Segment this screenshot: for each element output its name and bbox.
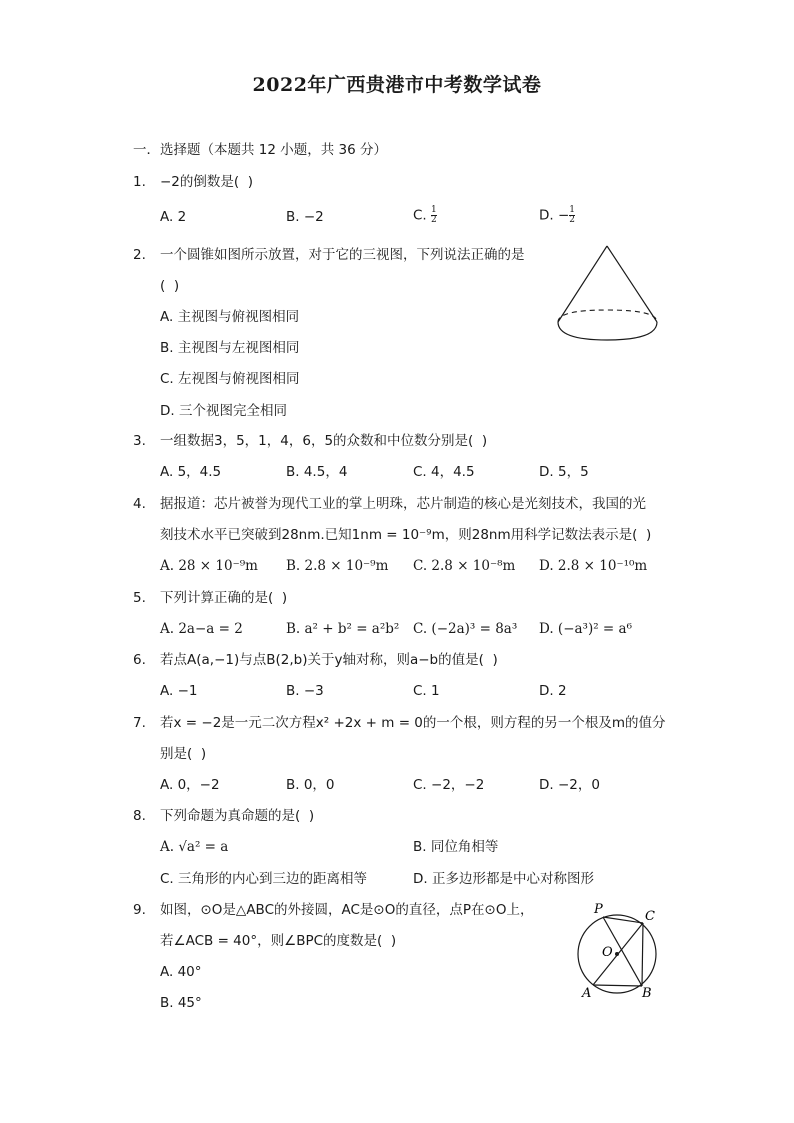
q4-stem-line1: 据报道：芯片被誉为现代工业的掌上明珠，芯片制造的核心是光刻技术，我国的光 bbox=[160, 496, 646, 512]
q4-option-c: C. 2.8 × 10⁻⁸m bbox=[413, 558, 516, 574]
q7-option-b: B. 0，0 bbox=[286, 777, 335, 793]
circle-figure bbox=[572, 900, 664, 1000]
q6-stem: 若点A(a,−1)与点B(2,b)关于y轴对称，则a−b的值是( ) bbox=[160, 652, 498, 668]
q1-number: 1. bbox=[133, 174, 146, 190]
label-o: O bbox=[602, 945, 613, 960]
page-title: 2022年广西贵港市中考数学试卷 bbox=[252, 74, 542, 96]
fraction bbox=[569, 206, 575, 225]
q8-option-d: D. 正多边形都是中心对称图形 bbox=[413, 871, 594, 887]
q7-number: 7. bbox=[133, 715, 146, 731]
q2-stem-line1: 一个圆锥如图所示放置，对于它的三视图，下列说法正确的是 bbox=[160, 247, 525, 263]
q6-option-d: D. 2 bbox=[539, 683, 567, 699]
q2-stem-line2: ( ) bbox=[160, 278, 180, 294]
q5-number: 5. bbox=[133, 590, 146, 606]
q3-option-a: A. 5，4.5 bbox=[160, 464, 222, 480]
q3-option-c: C. 4，4.5 bbox=[413, 464, 475, 480]
q1-option-b: B. −2 bbox=[286, 209, 324, 225]
q4-option-a: A. 28 × 10⁻⁹m bbox=[160, 558, 258, 574]
q1-stem: −2的倒数是( ) bbox=[160, 174, 254, 190]
q5-option-d: D. (−a³)² = a⁶ bbox=[539, 621, 632, 637]
label-c: C bbox=[645, 909, 655, 924]
q7-stem-line1: 若x = −2是一元二次方程x² +2x + m = 0的一个根，则方程的另一个根及m的值分 bbox=[160, 715, 666, 731]
q3-stem: 一组数据3，5，1，4，6，5的众数和中位数分别是( ) bbox=[160, 433, 488, 449]
q8-option-b: B. 同位角相等 bbox=[413, 839, 499, 855]
fraction-den: 2 bbox=[569, 215, 576, 225]
section-heading: 一．选择题（本题共 12 小题，共 36 分） bbox=[133, 142, 388, 158]
q9-stem-line2: 若∠ACB = 40°，则∠BPC的度数是( ) bbox=[160, 933, 397, 949]
q2-option-b: B. 主视图与左视图相同 bbox=[160, 340, 300, 356]
fraction-num: 1 bbox=[431, 205, 437, 215]
label-p: P bbox=[594, 902, 603, 917]
q4-option-b: B. 2.8 × 10⁻⁹m bbox=[286, 558, 389, 574]
q2-option-a: A. 主视图与俯视图相同 bbox=[160, 309, 300, 325]
q1-option-a: A. 2 bbox=[160, 209, 187, 225]
q8-number: 8. bbox=[133, 808, 146, 824]
q7-option-d: D. −2，0 bbox=[539, 777, 600, 793]
label-b: B bbox=[642, 986, 652, 1000]
q9-option-a: A. 40° bbox=[160, 964, 202, 980]
q5-option-a: A. 2a−a = 2 bbox=[160, 621, 243, 637]
fraction bbox=[431, 206, 437, 225]
q5-option-b: B. a² + b² = a²b² bbox=[286, 621, 400, 637]
label-a: A bbox=[582, 986, 592, 1000]
q7-stem-line2: 别是( ) bbox=[160, 746, 207, 762]
q4-number: 4. bbox=[133, 496, 146, 512]
q5-option-c: C. (−2a)³ = 8a³ bbox=[413, 621, 518, 637]
q9-stem-line1: 如图，⊙O是△ABC的外接圆，AC是⊙O的直径，点P在⊙O上， bbox=[160, 902, 534, 918]
q3-number: 3. bbox=[133, 433, 146, 449]
q3-option-b: B. 4.5，4 bbox=[286, 464, 348, 480]
q9-number: 9. bbox=[133, 902, 146, 918]
q4-option-d: D. 2.8 × 10⁻¹⁰m bbox=[539, 558, 648, 574]
q6-number: 6. bbox=[133, 652, 146, 668]
fraction-den: 2 bbox=[431, 215, 437, 225]
q7-option-c: C. −2，−2 bbox=[413, 777, 485, 793]
q2-option-c: C. 左视图与俯视图相同 bbox=[160, 371, 300, 387]
q1-option-d-label: D. − bbox=[539, 207, 570, 224]
q1-option-c bbox=[413, 206, 437, 225]
q4-stem-line2: 刻技术水平已突破到28nm.已知1nm = 10⁻⁹m，则28nm用科学记数法表示是( ) bbox=[160, 527, 652, 543]
q8-option-a: A. √a² = a bbox=[160, 839, 229, 855]
q6-option-a: A. −1 bbox=[160, 683, 198, 699]
q1-option-c-label: C. bbox=[413, 207, 427, 224]
q5-stem: 下列计算正确的是( ) bbox=[160, 590, 288, 606]
q2-number: 2. bbox=[133, 247, 146, 263]
q9-option-b: B. 45° bbox=[160, 995, 202, 1011]
cone-figure bbox=[552, 240, 664, 346]
q1-option-d bbox=[539, 206, 575, 225]
q8-stem: 下列命题为真命题的是( ) bbox=[160, 808, 315, 824]
q6-option-b: B. −3 bbox=[286, 683, 324, 699]
q7-option-a: A. 0，−2 bbox=[160, 777, 220, 793]
q8-option-c: C. 三角形的内心到三边的距离相等 bbox=[160, 871, 368, 887]
q3-option-d: D. 5，5 bbox=[539, 464, 589, 480]
fraction-num: 1 bbox=[569, 205, 576, 215]
q2-option-d: D. 三个视图完全相同 bbox=[160, 403, 287, 419]
q6-option-c: C. 1 bbox=[413, 683, 440, 699]
